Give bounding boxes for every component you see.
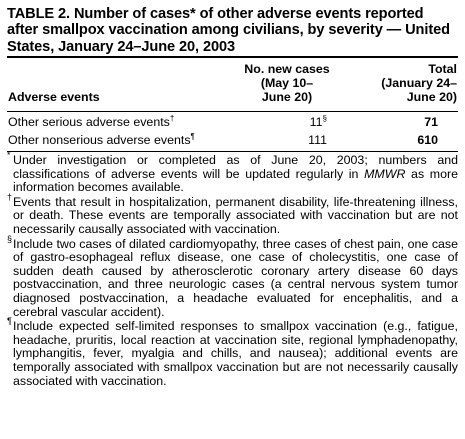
- footnote-mark: §: [7, 233, 13, 244]
- footnote-mark: §: [322, 113, 327, 123]
- table-header: [7, 58, 458, 111]
- header-total-line2: (January 24–: [381, 75, 457, 90]
- table-body: [7, 112, 458, 151]
- footnote-text: Under investigation or completed as of June 20, 2003; numbers and classifications of adverse events will be updated regularly in MMWR as more information becomes available.: [13, 153, 459, 195]
- footnote-dagger: [7, 191, 458, 237]
- footnote-mark: †: [169, 113, 175, 123]
- header-new-cases-line1: No. new cases: [244, 61, 330, 76]
- footnote-section: [7, 233, 458, 320]
- header-new-cases-line3: June 20): [261, 89, 313, 104]
- footnote-text: Include two cases of dilated cardiomyopathy, three cases of chest pain, one case of gastro-esophageal reflux disease, one case of cholecystitis, one case of sudden death caused by atherosclerotic coronary artery disease 60 days postvaccination, and three neurologic cases (a central nervous system tumor diagnosed postvaccination, a headache evaluated for encephalitis, and a cerebral vascular accident).: [13, 236, 458, 319]
- footnote-text: Events that result in hospitalization, permanent disability, life-threatening illness, or death. These events are temporally associated with vaccination but are not necessarily causally associated with vaccination.: [13, 194, 458, 236]
- row-total: 71: [424, 114, 438, 129]
- header-new-cases: [232, 62, 342, 105]
- row-new-cases: 111: [308, 132, 327, 147]
- table-title: TABLE 2. Number of cases* of other adverse events reported after smallpox vaccination among civilians, by severity — United States, January 24–June 20, 2003: [7, 6, 450, 55]
- header-total-line1: Total: [428, 61, 457, 76]
- table-row: [7, 113, 458, 131]
- header-new-cases-line2: (May 10–: [260, 75, 314, 90]
- header-total: [357, 62, 457, 105]
- row-total: 610: [417, 132, 438, 147]
- row-label: Other nonserious adverse events¶: [8, 131, 195, 147]
- footnote-mark: ¶: [7, 316, 12, 327]
- header-total-line3: June 20): [406, 89, 457, 104]
- footnote-asterisk: [7, 150, 459, 195]
- header-adverse-events: Adverse events: [8, 90, 100, 105]
- footnote-pilcrow: [7, 316, 458, 388]
- footnote-mark: ¶: [190, 131, 195, 141]
- row-label: Other serious adverse events†: [8, 113, 175, 129]
- table-row: [7, 131, 458, 149]
- footnotes: [7, 152, 458, 388]
- footnote-text: Include expected self-limited responses to smallpox vaccination (e.g., fatigue, headache, pruritis, local reaction at vaccination site, regional lymphadenopathy, lymphangitis, fever, myalgia and chills, and nausea); additional events are temporally associated with smallpox vaccination but are not necessarily causally associated with vaccination.: [13, 319, 458, 388]
- row-new-cases: 11§: [309, 113, 327, 129]
- footnote-mark: †: [7, 191, 13, 202]
- footnote-mark: *: [7, 150, 11, 160]
